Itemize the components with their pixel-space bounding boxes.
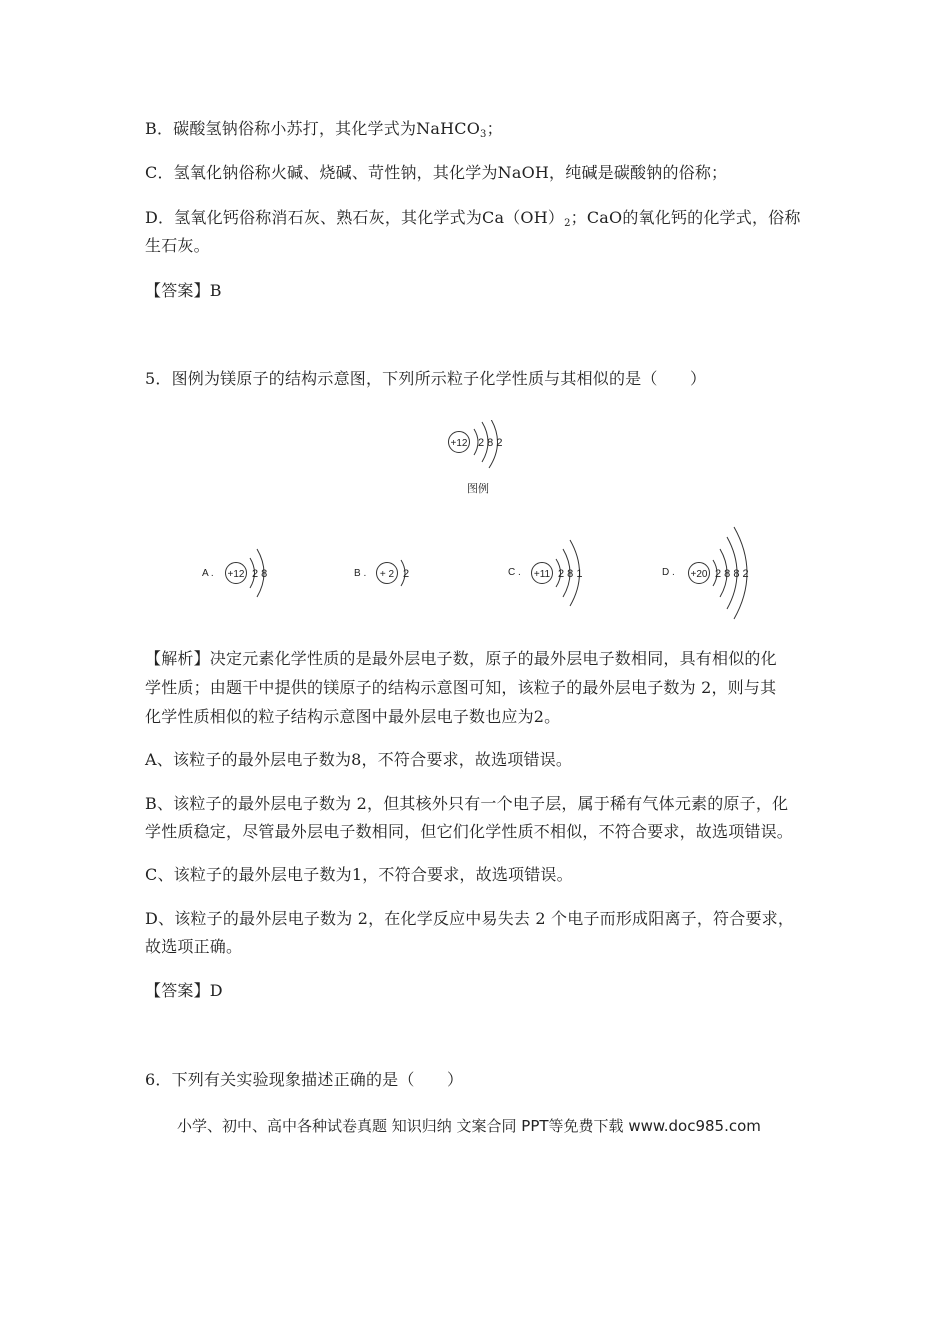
legend-diagram [440, 420, 520, 504]
option-d-electron-shells: 2 8 8 2 [715, 568, 749, 580]
option-d-atom-figure [660, 523, 770, 623]
option-d-label: D . [662, 567, 675, 578]
answer-q5: 【答案】D [145, 981, 223, 1000]
option-a-diagram [200, 540, 300, 614]
option-d-text-line1: D．氢氧化钙俗称消石灰、熟石灰，其化学式为$Ca(OH)_2$；CaO的氧化钙的化学式，俗称 [145, 208, 801, 229]
page-footer: 小学、初中、高中各种试卷真题 知识归纳 文案合同 PPT等免费下载 www.doc985.com [177, 1117, 761, 1135]
option-b-diagram [352, 540, 432, 614]
option-c-text: C．氢氧化钠俗称火碱、烧碱、苛性钠，其化学为NaOH，纯碱是碳酸钠的俗称； [145, 163, 728, 182]
answer-prev: 【答案】B [145, 281, 222, 300]
analysis-line-3: 化学性质相似的粒子结构示意图中最外层电子数也应为2。 [145, 707, 561, 726]
option-b-text: B．碳酸氢钠俗称小苏打，其化学式为NaHCO$_3$； [145, 119, 503, 140]
analysis-line-2: 学性质；由题干中提供的镁原子的结构示意图可知，该粒子的最外层电子数为 2，则与其 [145, 678, 777, 697]
option-b-electron-shells: 2 [403, 568, 410, 580]
option-c-atom-figure [506, 535, 616, 615]
option-c-nucleus-charge: +11 [533, 569, 551, 580]
legend-caption: 图例 [467, 483, 489, 495]
legend-electron-shells: 2 8 2 [478, 437, 503, 449]
analysis-option-b-line1: B、该粒子的最外层电子数为 2，但其核外只有一个电子层，属于稀有气体元素的原子，化 [145, 794, 789, 813]
question-5-stem: 5．图例为镁原子的结构示意图，下列所示粒子化学性质与其相似的是（ ） [145, 369, 707, 388]
legend-nucleus-charge: +12 [450, 438, 468, 449]
option-c-diagram [506, 535, 616, 619]
option-a-electron-shells: 2 8 [252, 568, 268, 580]
option-b-atom-figure [352, 540, 432, 610]
option-d-text-line2: 生石灰。 [145, 236, 210, 255]
option-c-label: C . [508, 567, 521, 578]
analysis-option-c: C、该粒子的最外层电子数为1，不符合要求，故选项错误。 [145, 865, 573, 884]
option-a-nucleus-charge: +12 [227, 569, 245, 580]
option-a-atom-figure [200, 540, 300, 610]
legend-atom-figure [440, 420, 520, 500]
analysis-option-d-line1: D、该粒子的最外层电子数为 2，在化学反应中易失去 2 个电子而形成阳离子，符合要求， [145, 909, 795, 928]
analysis-option-d-line2: 故选项正确。 [145, 937, 243, 956]
option-c-electron-shells: 2 8 1 [558, 568, 583, 580]
question-6-stem: 6．下列有关实验现象描述正确的是（ ） [145, 1070, 464, 1089]
option-d-diagram [660, 523, 770, 627]
analysis-line-1: 【解析】决定元素化学性质的是最外层电子数，原子的最外层电子数相同，具有相似的化 [145, 649, 777, 668]
analysis-option-a: A、该粒子的最外层电子数为8，不符合要求，故选项错误。 [145, 750, 573, 769]
option-b-label: B . [354, 568, 367, 579]
option-b-nucleus-charge: + 2 [379, 569, 395, 580]
option-a-label: A . [202, 568, 214, 579]
option-d-nucleus-charge: +20 [690, 569, 708, 580]
analysis-option-b-line2: 学性质稳定，尽管最外层电子数相同，但它们化学性质不相似，不符合要求，故选项错误。 [145, 822, 794, 841]
